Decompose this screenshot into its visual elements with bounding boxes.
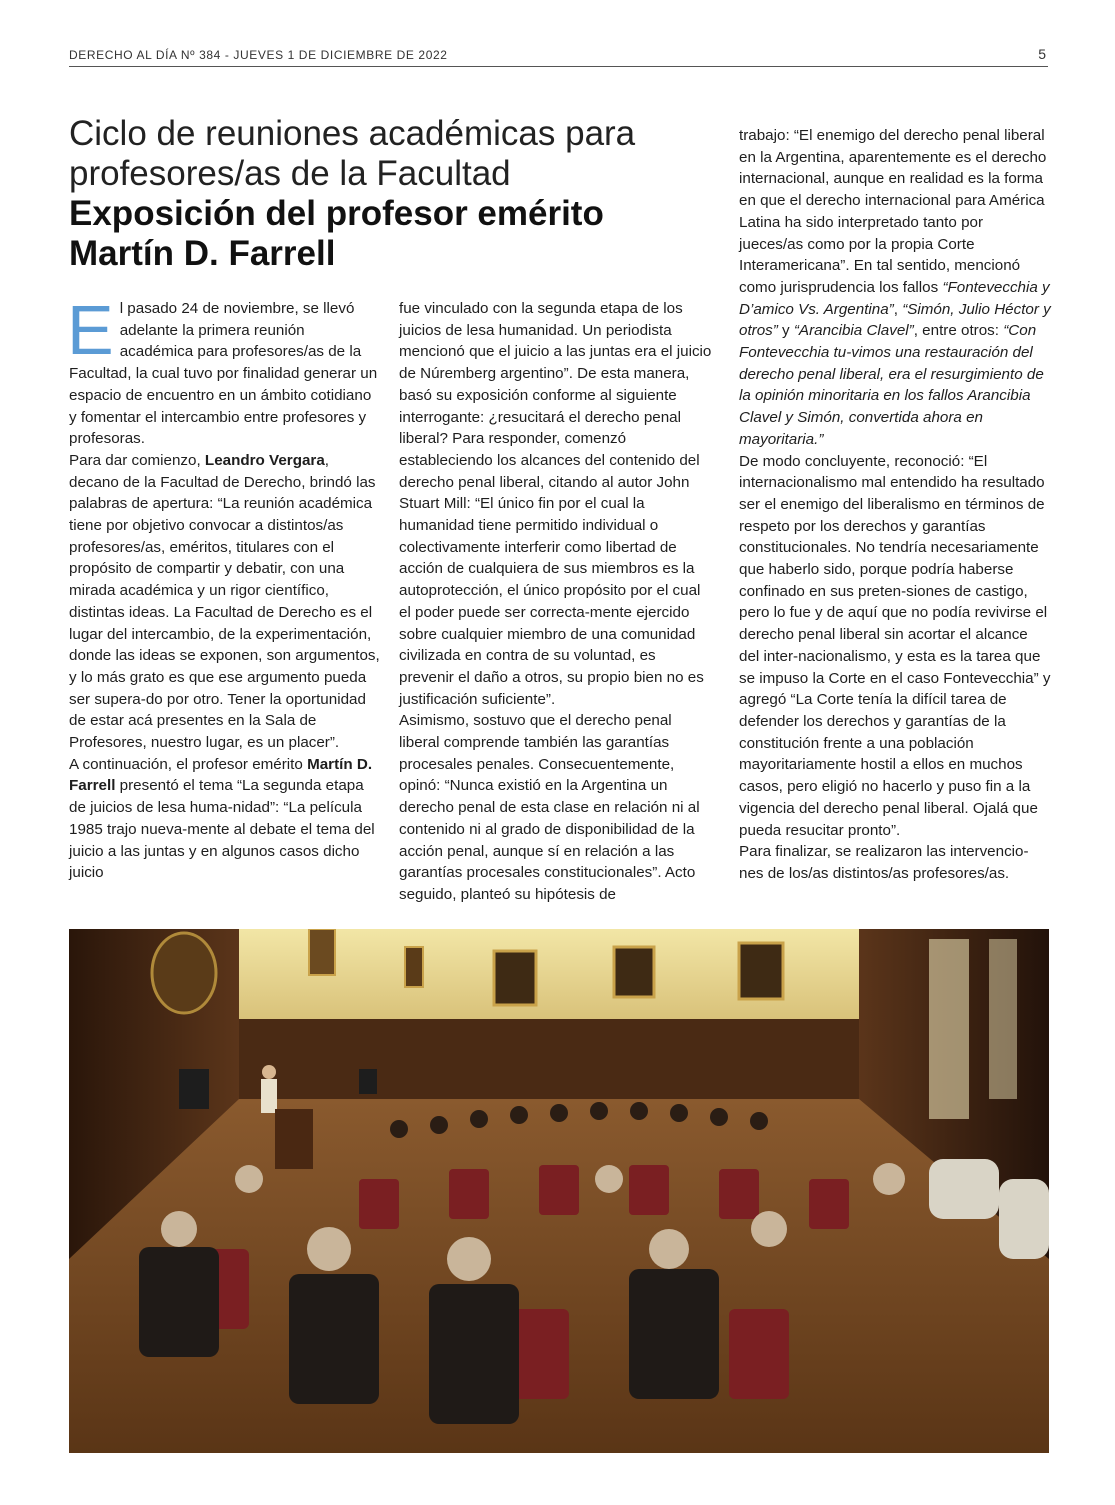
paragraph: De modo concluyente, reconoció: “El internacionalismo mal entendido ha resultado ser el enemigo del liberalismo en términos de respeto por los derechos y garantías constitucionales. No tendría necesariamente que haberlo sido, porque podría haberse confinado en sus preten-siones de castigo, pero lo fue y de aquí que no podía revivirse el derecho penal liberal sin acortar el alcance del inter-nacionalismo, y esta es la tarea que se impuso la Corte en el caso Fontevecchia” y agregó “La Corte tenía la difícil tarea de defender los derechos y garantías de la constitución frente a una población mayoritariamente hostil a ellos en muchos casos, pero eligió no hacerlo y puso fin a la vigencia del derecho penal liberal. Ojalá que pueda resucitar pronto”.: [739, 452, 1051, 839]
drop-cap: E: [67, 291, 114, 369]
publication-line: DERECHO AL DÍA Nº 384 - JUEVES 1 DE DICIEMBRE DE 2022: [69, 48, 448, 62]
case-name: “Simón, Julio Héctor y otros”: [739, 300, 1051, 340]
text: ,: [893, 300, 903, 318]
paragraph: fue vinculado con la segunda etapa de los juicios de lesa humanidad. Un periodista mencionó que el juicio a las juntas era el juicio de Núremberg argentino”. De esta manera, basó su exposición conforme al siguiente interrogante: ¿resucitará el derecho penal liberal? Para responder, comenzó estableciendo los alcances del contenido del derecho penal liberal, citando al autor John Stuart Mill: “El único fin por el cual la humanidad tiene permitido individual o colectivamente interferir como libertad de acción de cualquiera de sus miembros es la autoprotección, el único propósito por el cual el poder puede ser correcta-mente ejercido sobre cualquier miembro de una comunidad civilizada en contra de su voluntad, es prevenir el daño a otros, su propio bien no es justificación suficiente”.: [399, 300, 712, 708]
text: A continuación, el profesor emérito: [69, 755, 308, 773]
paragraph-intro: [67, 291, 382, 450]
kicker-line-2: profesores/as de la Facultad: [69, 154, 511, 193]
page-number: 5: [1038, 46, 1046, 62]
text: , entre otros:: [913, 322, 1004, 340]
title-line-1: Exposición del profesor emérito: [69, 194, 604, 233]
case-name: “Arancibia Clavel”: [793, 322, 914, 340]
text: y: [777, 322, 794, 340]
text: trabajo: “El enemigo del derecho penal liberal en la Argentina, aparentemente es el derecho internacional, aunque en realidad es la forma en que el derecho internacional para América Latina ha sido interpretado tanto por jueces/as como por la propia Corte Interamericana”. En tal sentido, mencionó como jurisprudencia los fallos: [739, 127, 1047, 296]
case-name: “Fontevecchia y D’amico Vs. Argentina”: [739, 278, 1050, 318]
article-column-2: [399, 298, 712, 906]
intro-text: l pasado 24 de noviembre, se llevó adelante la primera reunión académica para profesores/as de la Facultad, la cual tuvo por finalidad generar un espacio de encuentro en un ámbito cotidiano y fomentar el intercambio entre profesores y profesoras.: [69, 300, 378, 448]
paragraph: Asimismo, sostuvo que el derecho penal liberal comprende también las garantías procesales penales. Consecuentemente, opinó: “Nunca existió en la Argentina un derecho penal de esta clase en relación ni al contenido ni al grado de disponibilidad de la acción penal, aunque sí en relación a las garantías procesales constitucionales”. Acto seguido, planteó su hipótesis de: [399, 712, 700, 903]
event-photo: [69, 929, 1049, 1453]
paragraph-farrell: [69, 754, 382, 884]
article-kicker: [69, 114, 709, 194]
article-column-1: [67, 291, 382, 884]
text: presentó el tema “La segunda etapa de juicios de lesa huma-nidad”: “La película 1985 trajo nueva-mente al debate el tema del juicio a las juntas y en algunos casos dicho juicio: [69, 777, 375, 882]
kicker-line-1: Ciclo de reuniones académicas para: [69, 114, 636, 153]
text: Para dar comienzo,: [69, 451, 205, 469]
article-column-3: [739, 125, 1051, 885]
article-title-block: [69, 114, 709, 274]
title-line-2: Martín D. Farrell: [69, 234, 336, 273]
event-photo-illustration: [69, 929, 1049, 1453]
article-title: [69, 194, 709, 274]
person-name: Martín D. Farrell: [69, 755, 373, 795]
page-header: [69, 44, 1048, 67]
quote: “Con Fontevecchia tu-vimos una restauración del derecho penal liberal, era el resurgimiento de la opinión minoritaria en los fallos Arancibia Clavel y Simón, convertida ahora en mayoritaria.”: [739, 322, 1044, 448]
text: , decano de la Facultad de Derecho, brindó las palabras de apertura: “La reunión académica tiene por objetivo convocar a distintos/as profesores/as, eméritos, titulares con el propósito de compartir y debatir, con una mirada académica y un rigor científico, distintas ideas. La Facultad de Derecho es el lugar del intercambio, de la experimentación, donde las ideas se exponen, son argumentos, y lo más grato es que ese argumento pueda ser supera-do por otro. Tener la oportunidad de estar acá presentes en la Sala de Profesores, nuestro lugar, es un placer”.: [69, 451, 380, 752]
person-name: Leandro Vergara: [204, 451, 325, 469]
paragraph-vergara: [69, 450, 382, 754]
paragraph: Para finalizar, se realizaron las intervencio-nes de los/as distintos/as profesores/as.: [739, 843, 1029, 882]
paragraph: [739, 125, 1051, 451]
